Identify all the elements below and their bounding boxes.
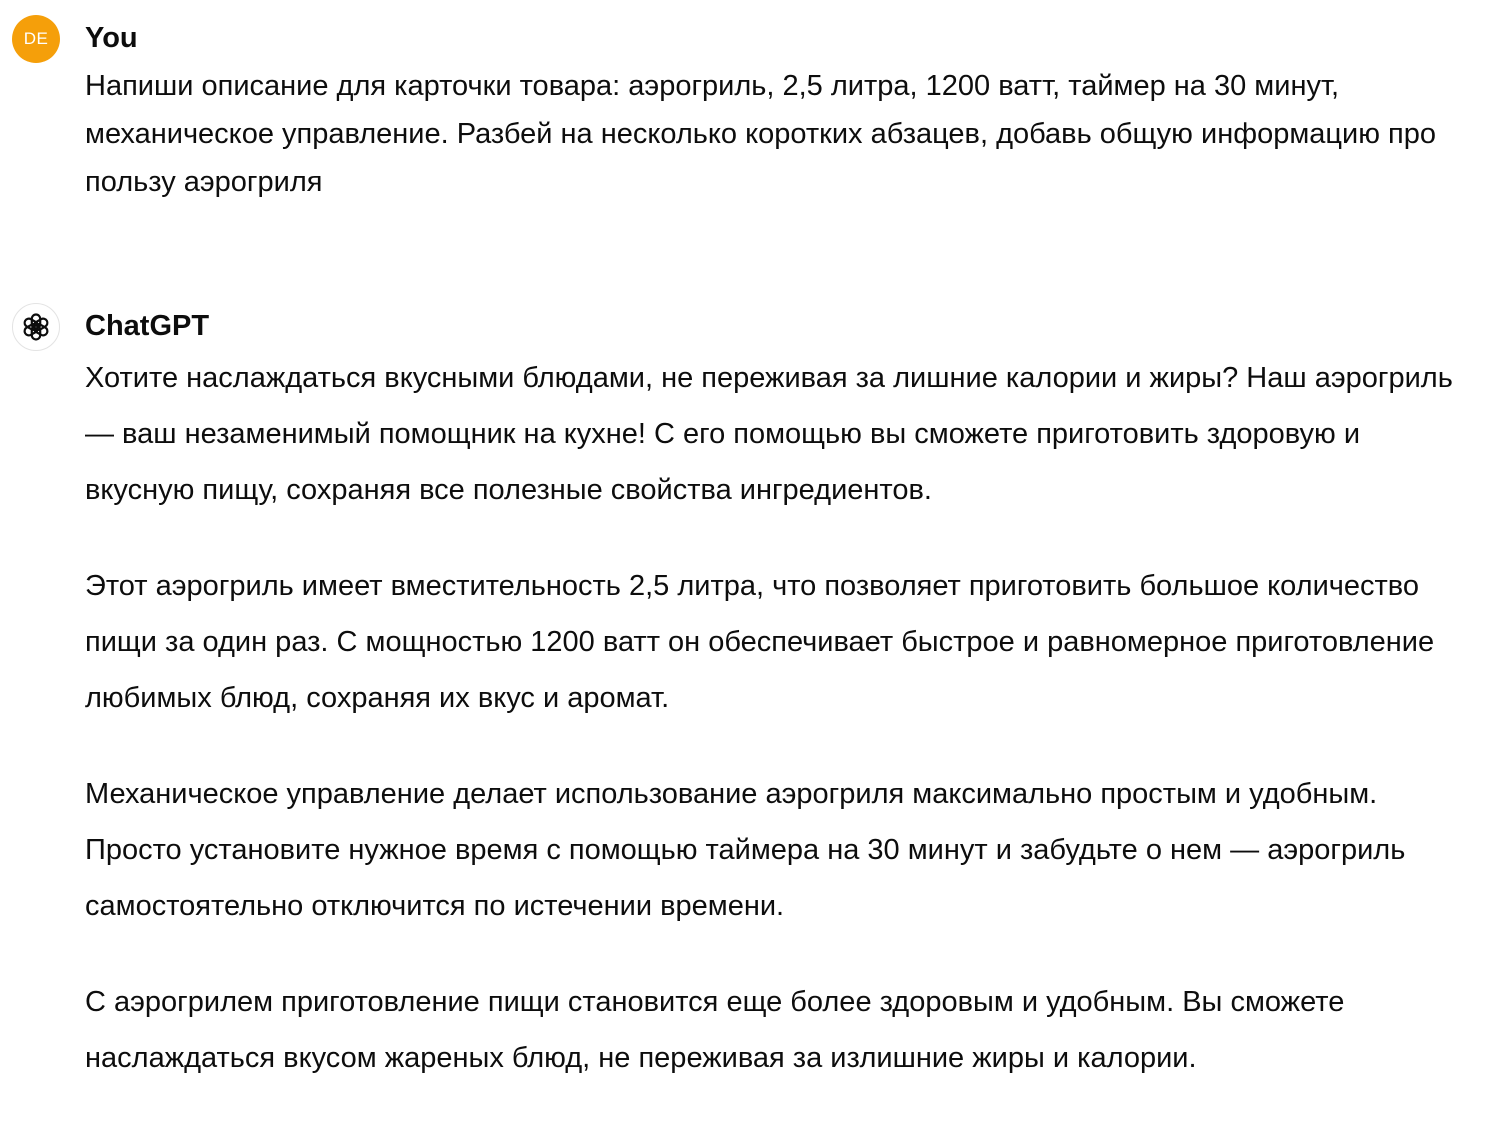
assistant-paragraph: Механическое управление делает использование аэрогриля максимально простым и удобным. Просто установите нужное время с помощью таймера на 30 минут и забудьте о нем — аэрогриль самостоятельно отключится по истечении времени. — [85, 778, 1406, 922]
user-avatar — [12, 15, 60, 63]
assistant-paragraph: Этот аэрогриль имеет вместительность 2,5 литра, что позволяет приготовить большое количество пищи за один раз. С мощностью 1200 ватт он обеспечивает быстрое и равномерное приготовление любимых блюд, сохраняя их вкус и аромат. — [85, 570, 1435, 714]
assistant-message-body — [85, 350, 1475, 1126]
assistant-paragraph: С аэрогрилем приготовление пищи становится еще более здоровым и удобным. Вы сможете наслаждаться вкусом жареных блюд, не переживая за излишние жиры и калории. — [85, 986, 1345, 1074]
user-message-text: Напиши описание для карточки товара: аэрогриль, 2,5 литра, 1200 ватт, таймер на 30 минут, механическое управление. Разбей на несколько коротких абзацев, добавь общую информацию про пользу аэрогриля — [85, 70, 1436, 198]
assistant-paragraph: Хотите наслаждаться вкусными блюдами, не переживая за лишние калории и жиры? Наш аэрогриль — ваш незаменимый помощник на кухне! С его помощью вы сможете приготовить здоровую и вкусную пищу, сохраняя все полезные свойства ингредиентов. — [85, 362, 1453, 506]
user-avatar-initials: DE — [23, 29, 49, 48]
assistant-author-name: ChatGPT — [85, 310, 210, 342]
user-author-name: You — [85, 22, 138, 54]
openai-logo-icon — [20, 311, 52, 343]
assistant-avatar — [12, 303, 60, 351]
